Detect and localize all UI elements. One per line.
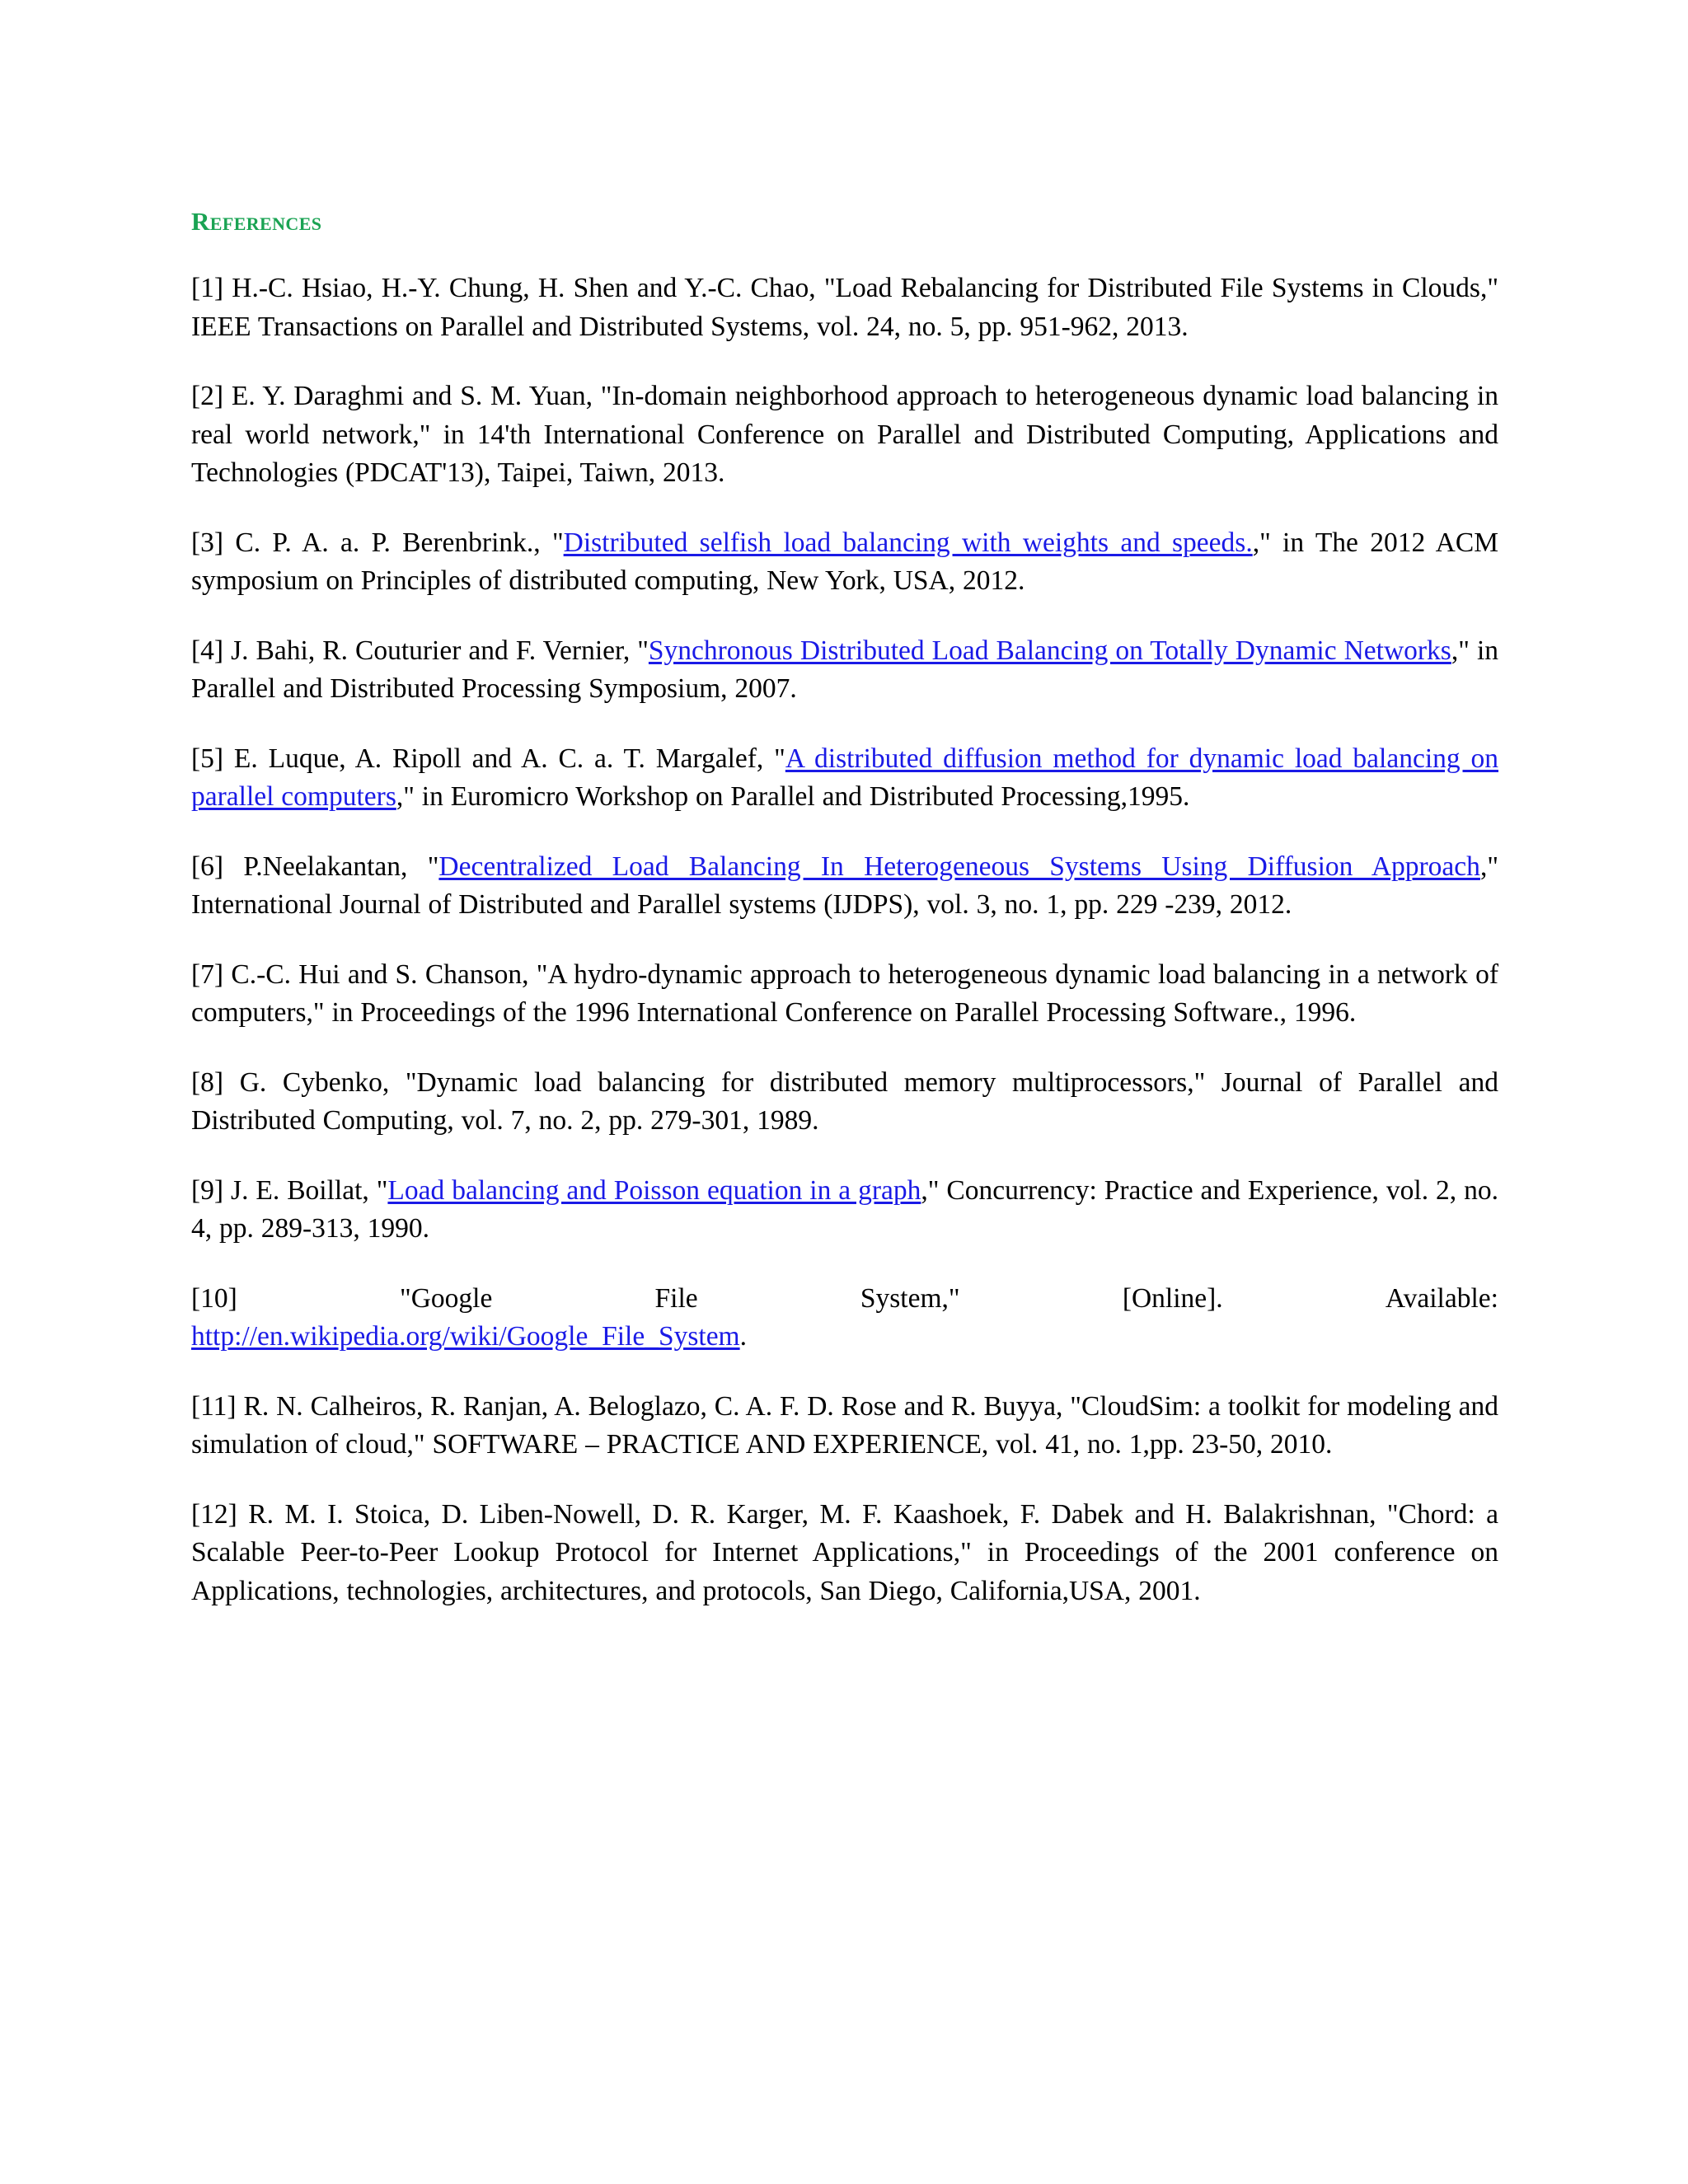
reference-word: [10] (191, 1282, 237, 1314)
reference-text: ," Concurrency: Practice and Experience, vol. 2, no. 4, pp. 289-313, 1990. (191, 1174, 1498, 1244)
reference-text: ," in The 2012 ACM symposium on Principles of distributed computing, New York, USA, 2012. (191, 527, 1498, 597)
reference-link[interactable]: Synchronous Distributed Load Balancing on Totally Dynamic Networks (648, 635, 1451, 666)
reference-link[interactable]: Decentralized Load Balancing In Heterogeneous Systems Using Diffusion Approach (438, 851, 1480, 882)
reference-item-12 (191, 1496, 1498, 1611)
reference-item-6 (191, 848, 1498, 925)
reference-text: [11] R. N. Calheiros, R. Ranjan, A. Beloglazo, C. A. F. D. Rose and R. Buyya, "CloudSim: a toolkit for modeling and simulation of cloud," SOFTWARE – PRACTICE AND EXPERIENCE, vol. 41, no. 1,pp. 23-50, 2010. (191, 1390, 1498, 1460)
reference-word: File (654, 1282, 698, 1314)
reference-text: ," in Euromicro Workshop on Parallel and Distributed Processing,1995. (396, 781, 1190, 813)
reference-text: [1] H.-C. Hsiao, H.-Y. Chung, H. Shen and Y.-C. Chao, "Load Rebalancing for Distributed File Systems in Clouds," IEEE Transactions on Parallel and Distributed Systems, vol. 24, no. 5, pp. 951-962, 2013. (191, 273, 1498, 342)
reference-text: [3] C. P. A. a. P. Berenbrink., " (191, 527, 564, 558)
references-section (191, 206, 1498, 1610)
reference-text: [6] P.Neelakantan, " (191, 851, 439, 882)
reference-line-url (191, 1318, 1498, 1357)
reference-text: [8] G. Cybenko, "Dynamic load balancing for distributed memory multiprocessors," Journal of Parallel and Distributed Computing, vol. 7, no. 2, pp. 279-301, 1989. (191, 1066, 1498, 1137)
reference-item-2 (191, 377, 1498, 493)
reference-link[interactable]: A distributed diffusion method for dynamic load balancing on parallel computers (191, 743, 1498, 813)
reference-link[interactable]: Distributed selfish load balancing with weights and speeds. (563, 527, 1253, 558)
reference-item-3 (191, 524, 1498, 601)
reference-text: [5] E. Luque, A. Ripoll and A. C. a. T. Margalef, " (191, 743, 785, 774)
reference-word: [Online]. (1122, 1282, 1223, 1314)
reference-url-link[interactable]: http://en.wikipedia.org/wiki/Google_File_System (191, 1321, 740, 1352)
reference-text: . (739, 1321, 747, 1352)
reference-word: "Google (400, 1282, 493, 1314)
reference-item-7 (191, 956, 1498, 1033)
reference-item-9 (191, 1172, 1498, 1249)
reference-text: ," in Parallel and Distributed Processing Symposium, 2007. (191, 635, 1499, 705)
reference-text: [7] C.-C. Hui and S. Chanson, "A hydro-dynamic approach to heterogeneous dynamic load balancing in a network of computers," in Proceedings of the 1996 International Conference on Parallel Processing Software., 1996. (191, 958, 1498, 1029)
reference-text: [4] J. Bahi, R. Couturier and F. Vernier, " (191, 635, 649, 666)
reference-item-1 (191, 269, 1498, 346)
reference-item-8 (191, 1064, 1498, 1141)
reference-word: System," (860, 1282, 960, 1314)
page-title: References (191, 207, 322, 236)
reference-item-5 (191, 740, 1498, 817)
reference-text: [2] E. Y. Daraghmi and S. M. Yuan, "In-domain neighborhood approach to heterogeneous dynamic load balancing in real world network," in 14'th International Conference on Parallel and Distributed Computing, Applications and Technologies (PDCAT'13), Taipei, Taiwn, 2013. (191, 381, 1498, 489)
reference-word: Available: (1385, 1282, 1498, 1314)
reference-item-10 (191, 1280, 1498, 1357)
reference-link[interactable]: Load balancing and Poisson equation in a graph (387, 1174, 921, 1206)
reference-text: ," International Journal of Distributed and Parallel systems (IJDPS), vol. 3, no. 1, pp. 229 -239, 2012. (191, 851, 1498, 921)
reference-text: [9] J. E. Boillat, " (191, 1174, 388, 1206)
reference-text: [12] R. M. I. Stoica, D. Liben-Nowell, D. R. Karger, M. F. Kaashoek, F. Dabek and H. Balakrishnan, "Chord: a Scalable Peer-to-Peer Lookup Protocol for Internet Applications," in Proceedings of the 2001 conference on Applications, technologies, architectures, and protocols, San Diego, California,USA, 2001. (191, 1498, 1498, 1606)
reference-item-11 (191, 1388, 1498, 1465)
reference-line-spread (191, 1280, 1498, 1319)
reference-item-4 (191, 632, 1498, 709)
